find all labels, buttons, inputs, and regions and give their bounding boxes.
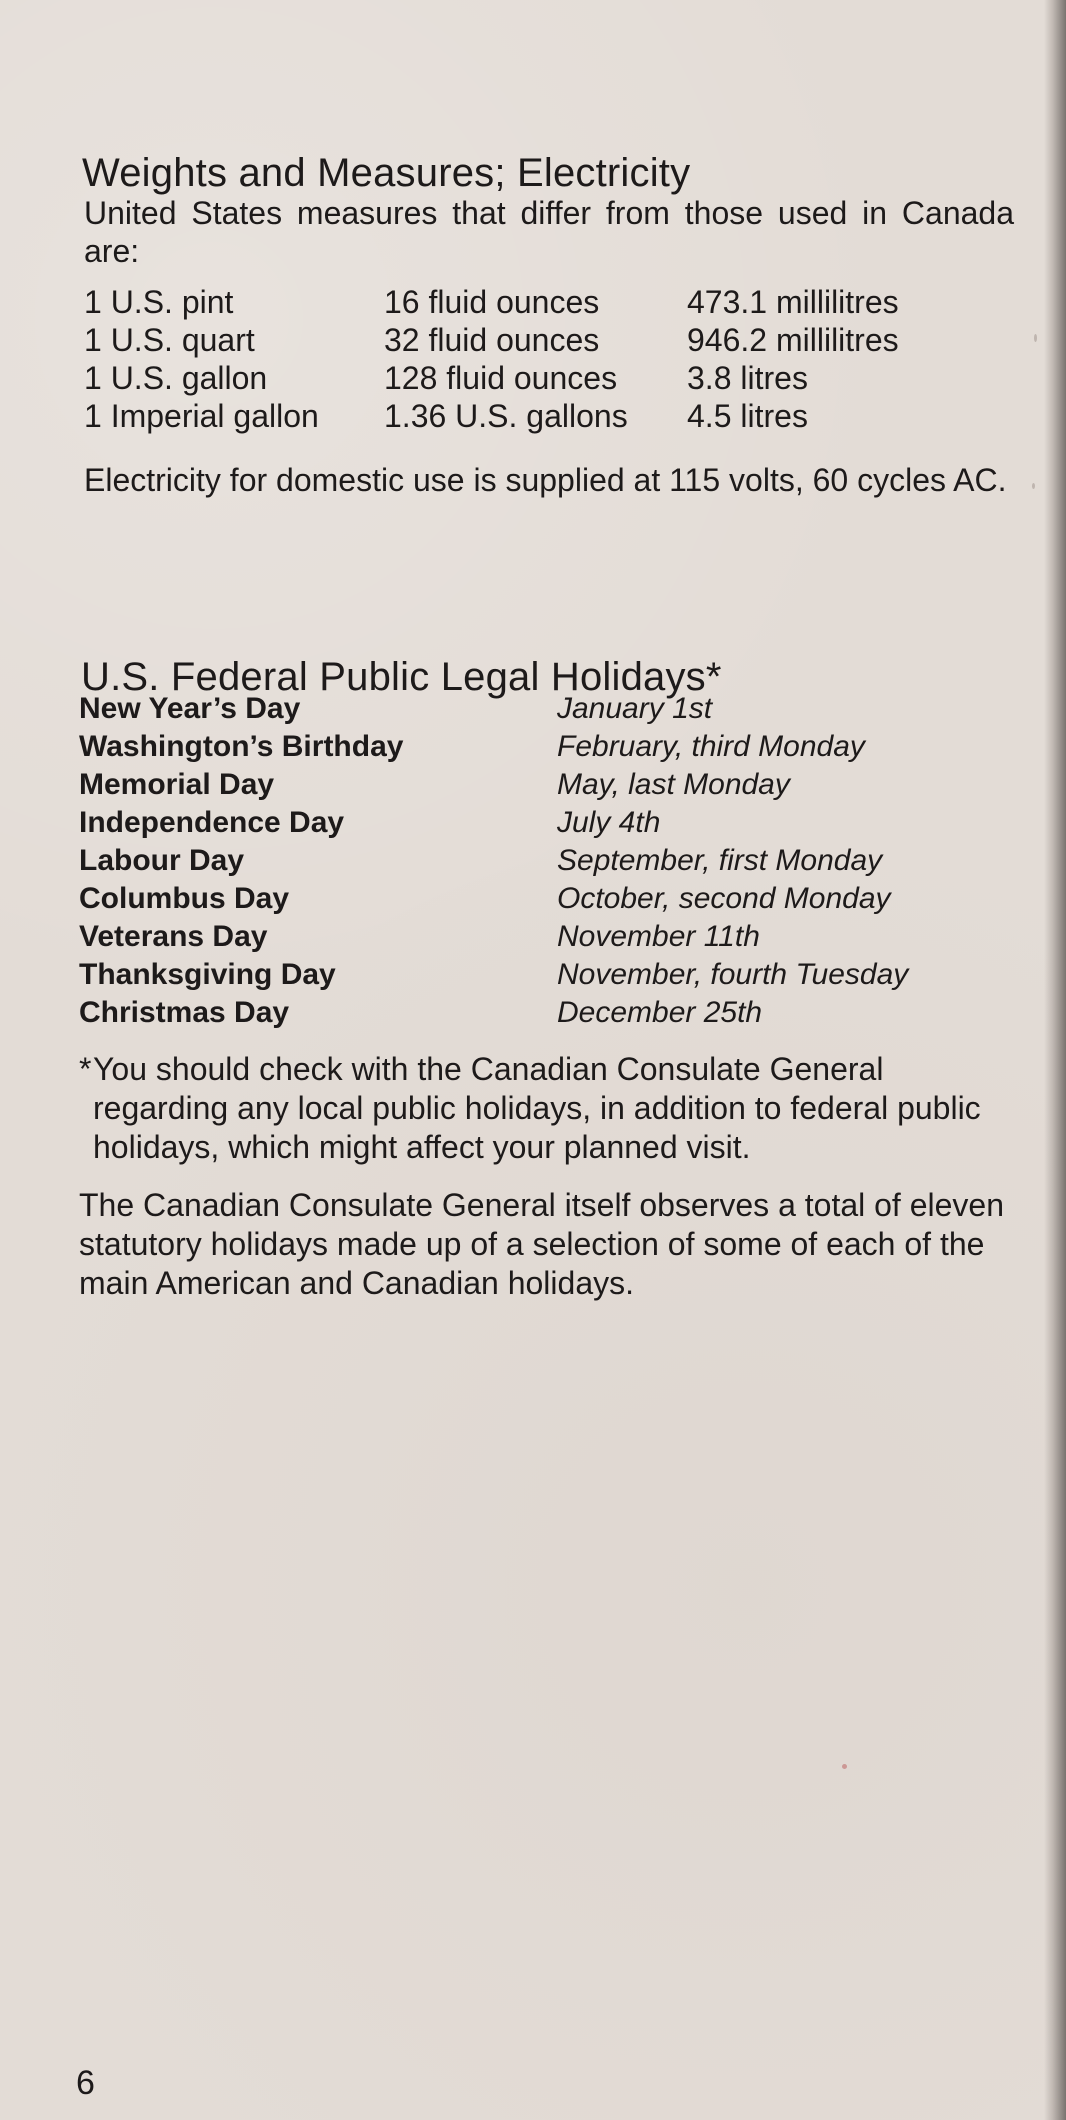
weights-measures-intro: United States measures that differ from those used in Canada are: <box>84 195 1014 269</box>
holiday-name: Thanksgiving Day <box>79 958 336 991</box>
holiday-name: Columbus Day <box>79 882 290 915</box>
holiday-date: May, last Monday <box>557 768 790 801</box>
holiday-row <box>79 918 1019 956</box>
measure-unit: 1 U.S. quart <box>84 322 255 358</box>
paper-speck <box>842 1764 847 1769</box>
measure-unit: 1 U.S. gallon <box>84 360 268 396</box>
measure-unit: 1 Imperial gallon <box>84 398 319 434</box>
consulate-holidays-note: The Canadian Consulate General itself observes a total of eleven statutory holidays made up of a selection of some of each of the main American and Canadian holidays. <box>79 1187 1004 1301</box>
holiday-name: Labour Day <box>79 844 245 877</box>
measure-unit: 1 U.S. pint <box>84 284 234 320</box>
measure-metric: 4.5 litres <box>687 398 808 434</box>
paper-speck <box>1034 334 1037 342</box>
footnote-text: You should check with the Canadian Consulate General regarding any local public holidays, in addition to federal public holidays, which might affect your planned visit. <box>93 1051 981 1165</box>
holiday-date: November, fourth Tuesday <box>557 958 909 991</box>
measure-equivalent: 32 fluid ounces <box>384 322 600 358</box>
measure-equivalent: 16 fluid ounces <box>384 284 600 320</box>
footnote-mark: * <box>79 1051 92 1087</box>
holiday-row <box>79 994 1019 1032</box>
holiday-row <box>79 842 1019 880</box>
holiday-date: December 25th <box>557 996 763 1029</box>
holiday-row <box>79 766 1019 804</box>
measure-row <box>84 359 1014 397</box>
measure-row <box>84 397 1014 435</box>
page-number: 6 <box>76 2064 95 2102</box>
holidays-title: U.S. Federal Public Legal Holidays* <box>81 655 722 700</box>
holiday-name: Independence Day <box>79 806 345 839</box>
measure-equivalent: 1.36 U.S. gallons <box>384 398 628 434</box>
page-edge-shadow <box>1044 0 1066 2120</box>
holiday-date: July 4th <box>557 806 661 839</box>
holiday-row <box>79 690 1019 728</box>
holiday-date: November 11th <box>557 920 760 953</box>
holiday-date: January 1st <box>557 692 713 725</box>
holiday-name: New Year’s Day <box>79 692 301 725</box>
holiday-date: February, third Monday <box>557 730 865 763</box>
holiday-row <box>79 956 1019 994</box>
holiday-row <box>79 804 1019 842</box>
holidays-table <box>79 690 1019 1032</box>
electricity-note: Electricity for domestic use is supplied at 115 volts, 60 cycles AC. <box>84 462 1007 498</box>
weights-measures-title: Weights and Measures; Electricity <box>82 150 691 195</box>
holiday-name: Veterans Day <box>79 920 268 953</box>
paper-speck <box>1032 483 1035 489</box>
measures-table <box>84 283 1014 435</box>
holiday-row <box>79 728 1019 766</box>
measure-metric: 3.8 litres <box>687 360 808 396</box>
holiday-date: October, second Monday <box>557 882 891 915</box>
measure-row <box>84 321 1014 359</box>
measure-equivalent: 128 fluid ounces <box>384 360 618 396</box>
measure-metric: 946.2 millilitres <box>687 322 899 358</box>
holiday-row <box>79 880 1019 918</box>
measure-metric: 473.1 millilitres <box>687 284 899 320</box>
holiday-name: Washington’s Birthday <box>79 730 404 763</box>
holiday-name: Memorial Day <box>79 768 275 801</box>
measure-row <box>84 283 1014 321</box>
holiday-name: Christmas Day <box>79 996 290 1029</box>
holidays-footnote <box>79 1050 1009 1167</box>
holiday-date: September, first Monday <box>557 844 883 877</box>
